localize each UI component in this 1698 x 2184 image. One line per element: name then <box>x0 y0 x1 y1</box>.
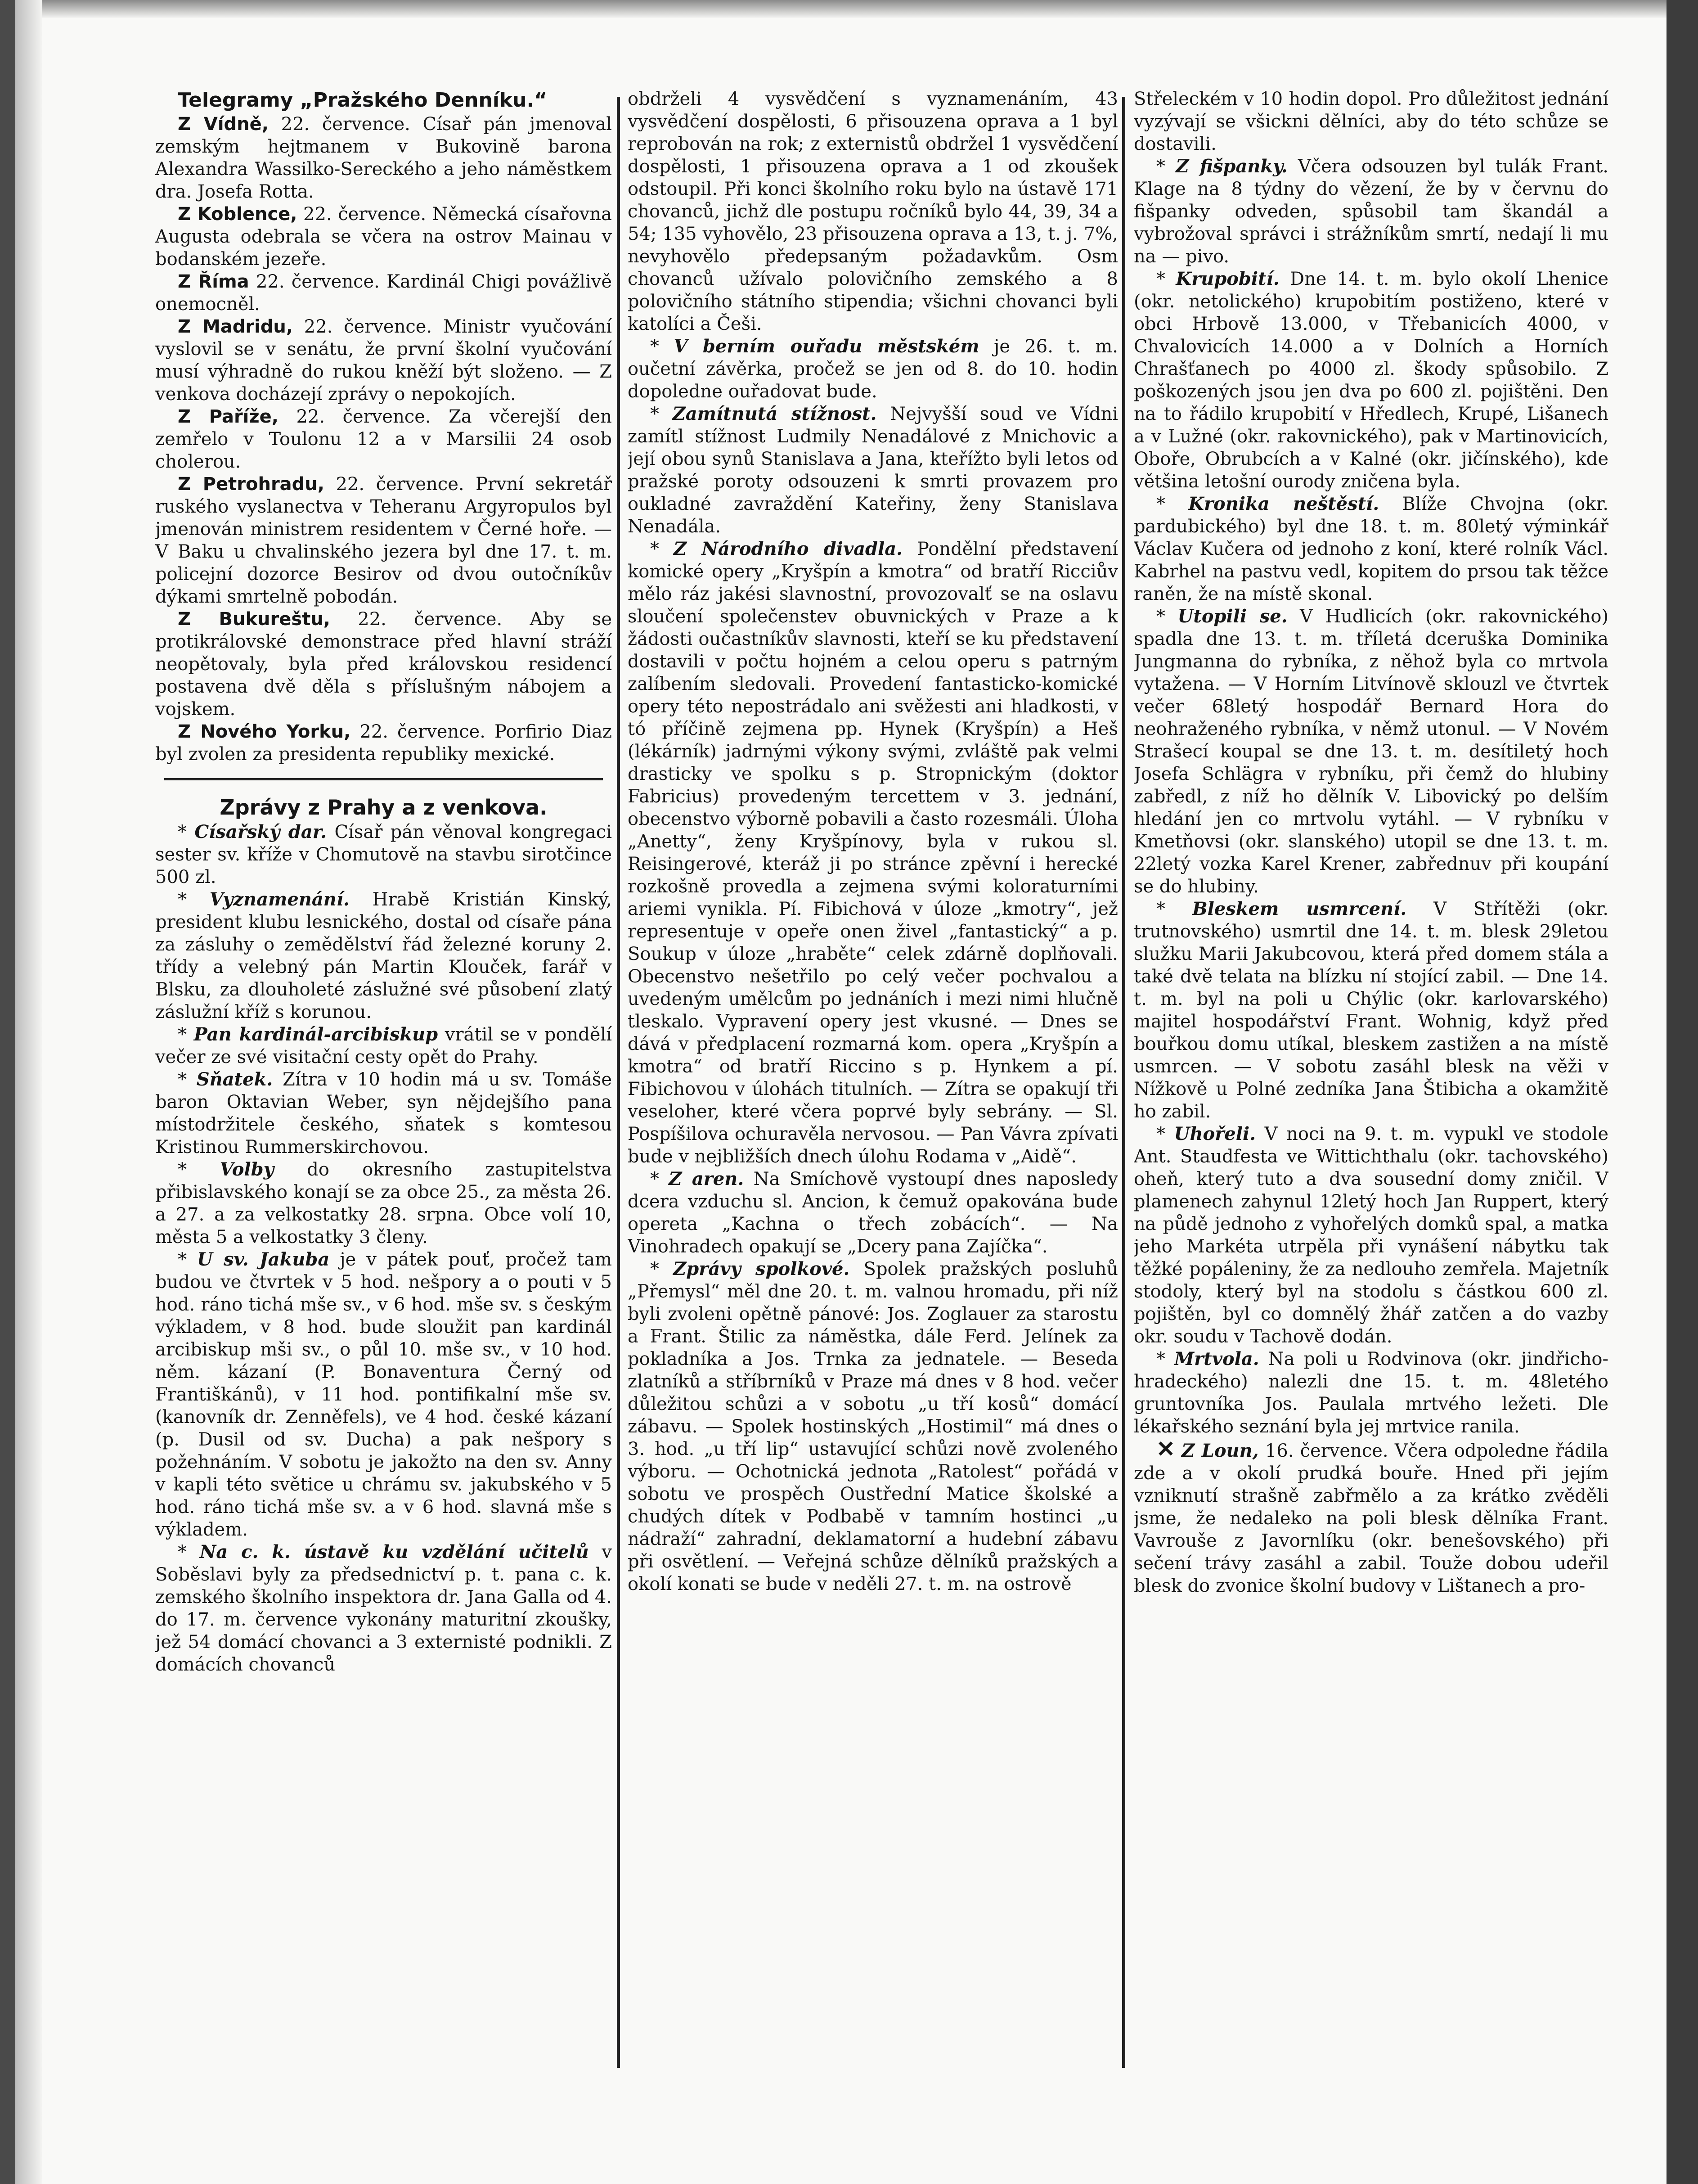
news-text: Pondělní představení komické opery „Kryšpín a kmotra“ od bratří Ricciův mělo ráz jakési slavnostní, provozovalť se na oslavu sloučení společenstev obuvnických v Praze a k žádosti oučastníkův slavnosti, kteří se ku představení dostavili v počtu hojném a celou operu s patrným zalíbením sledovali. Provedení fantasticko-komické opery této nepostrádalo ani svěžesti ani hladkosti, v tó příčině zejmena pp. Hynek (Kryšpín) a Heš (lékárník) jadrnými výkony svými, zvláště pak velmi drasticky ve spolku s p. Stropnickým (doktor Fabricius) provedeným tercettem v 3. jednání, obecenstvo výborně pobavili a často rozesmáli. Úloha „Anetty“, ženy Kryšpínovy, byla v rukou sl. Reisingerové, kteráž ji po stránce zpěvní i herecké rozkošně provedla a zejmena svými koloraturními ariemi vynikla. Pí. Fibichová v úloze „kmotry“, jež representuje v opeře onen živel „fantastický“ a p. Soukup v úloze „hraběte“ celek zdárně doplňovali. Obecenstvo nešetřilo po celý večer pochvalou a uvedeným umělcům po jednáních i mezi nimi hlučně tleskalo. Vypravení opery jest vkusné. — Dnes se dává v předplacení rozmarná kom. opera „Kryšpín a kmotra“ od bratří Riccino s p. Hynkem a pí. Fibichovou v úlohách titulních. — Zítra se opakují tři veseloher, které včera poprvé byly sebrány. — Sl. Pospíšilova ochuravěla nervosou. — Pan Vávra zpívati bude v nejbližších dnech úlohu Rodama v „Aidě“. <box>628 539 1118 1167</box>
telegram-place: Z Petrohradu, <box>178 474 324 495</box>
telegram-text: 22. července. Za včerejší den zemřelo v Toulonu 12 a v Marsilii 24 osob cholerou. <box>155 406 612 472</box>
scan-shadow-left <box>15 0 42 2184</box>
news-text: do okresního zastupitelstva přibislavského konají se za obce 25., za města 26. a 27. a za velkostatky 28. srpna. Obce volí 10, města 5 a velkostatky 3 členy. <box>155 1159 612 1247</box>
column-3 <box>1134 88 1608 2077</box>
asterisk-icon: * <box>1156 1124 1174 1144</box>
telegram-place: Z Nového Yorku, <box>178 721 351 742</box>
news-text: je 26. t. m. oučetní závěrka, pročež se jen od 8. do 10. hodin dopoledne ouřadovat bude. <box>628 336 1118 402</box>
telegram-text: 22. července. Císař pán jmenoval zemským hejtmanem v Bukovině barona Alexandra Wassilko-Sereckého a jeho náměstkem dra. Josefa Rotta. <box>155 114 612 202</box>
news-item <box>628 403 1118 538</box>
column-rule-1 <box>617 97 620 2068</box>
news-keyword: Bleskem usmrcení. <box>1192 898 1407 919</box>
news-text: Císař pán věnoval kongregaci sester sv. kříže v Chomutově na stavbu sirotčince 500 zl. <box>155 822 612 887</box>
telegram-place: Z Říma <box>178 271 249 292</box>
asterisk-icon: * <box>178 889 210 910</box>
asterisk-icon: * <box>650 539 674 559</box>
news-text: V Střítěži (okr. trutnovského) usmrtil dne 14. t. m. blesk 29letou služku Marii Jakubcovou, která před domem stála a také dvě telata na blízku ní stojící zabil. — Dne 14. t. m. byl na poli u Chýlic (okr. karlovarského) majitel hospodářství Frant. Wohnig, když před bouřkou domu utíkal, bleskem zastižen a na místě usmrcen. — V sobotu zasáhl blesk na věži v Nížkově u Polné zedníka Jana Štibicha a okamžitě ho zabil. <box>1134 899 1608 1122</box>
news-keyword: Císařský dar. <box>194 821 327 842</box>
news-item <box>155 1158 612 1248</box>
asterisk-icon: * <box>650 404 673 424</box>
news-keyword: Kronika neštěstí. <box>1188 493 1379 514</box>
asterisk-icon: * <box>178 1542 200 1563</box>
telegram-item <box>155 608 612 720</box>
masthead: Telegramy „Pražského Denníku.“ <box>178 89 548 112</box>
news-item <box>1134 155 1608 268</box>
news-item <box>628 1258 1118 1595</box>
telegram-place: Z Paříže, <box>178 406 279 427</box>
news-text: Nejvyšší soud ve Vídni zamítl stížnost Ludmily Nenadálové z Mnichovic a její obou synů Stanislava a Jana, kteřížto byli letos od pražské poroty odsouzeni k smrti provazem pro oukladné zavraždění Kateřiny, ženy Stanislava Nenadála. <box>628 404 1118 537</box>
telegram-text: 22. července. Německá císařovna Augusta odebrala se včera na ostrov Mainau v bodanském jezeře. <box>155 204 612 270</box>
asterisk-icon: * <box>178 822 195 842</box>
news-keyword: Vyznamenání. <box>209 889 350 910</box>
news-item <box>628 538 1118 1168</box>
continued-paragraph: Střeleckém v 10 hodin dopol. Pro důležitost jednání vyzývají se všickni dělníci, aby do této schůze se dostavili. <box>1134 89 1608 154</box>
news-list-3 <box>1134 155 1608 1438</box>
section-separator <box>164 778 603 780</box>
telegram-place: Z Vídně, <box>178 114 269 135</box>
news-text: Spolek pražských posluhů „Přemysl“ měl dne 20. t. m. valnou hromadu, při níž byli zvoleni opětně pánové: Jos. Zoglauer za starostu a Frant. Štilic za náměstka, dále Ferd. Jelínek za pokladníka a Jos. Trnka za jednatele. — Beseda zlatníků a stříbrníků v Praze má dnes v 8 hod. večer důležitou schůzi a v sobotu „u tří kosů“ domácí zábavu. — Spolek hostinských „Hostimil“ má dnes o 3. hod. „u tří lip“ ustavující schůzi nově zvoleného výboru. — Ochotnická jednota „Ratolest“ pořádá v sobotu ve prospěch Oustřední Matice školské a chudých dítek v Podbabě v tamním hostinci „u nádraží“ zahradní, deklamatorní a hudební zábavu při osvětlení. — Veřejná schůze dělníků pražských a okolí konati se bude v neděli 27. t. m. na ostrově <box>628 1259 1118 1594</box>
news-item <box>155 1541 612 1676</box>
news-text: v Soběslavi byly za předsednictví p. t. pana c. k. zemského školního inspektora dr. Jana Galla od 4. do 17. m. července vykonány maturitní zkoušky, jež 54 domácí chovanci a 3 externisté podnikli. Z domácích chovanců <box>155 1542 612 1675</box>
telegram-item <box>155 113 612 203</box>
news-text: V noci na 9. t. m. vypukl ve stodole Ant. Staudfesta ve Wittichthalu (okr. tachovského) oheň, který tuto a dva sousední domy zničil. V plamenech zahynul 12letý hoch Jan Ruppert, který na půdě jednoho z vyhořelých domků spal, a matka jeho Markéta utrpěla při vynášení nábytku tak těžké popáleniny, že za nedlouho zemřela. Majetník stodoly, který byl na stodolu s částkou 600 zl. pojištěn, byl co domnělý žhář zatčen a do vazby okr. soudu v Tachově dodán. <box>1134 1124 1608 1347</box>
news-list-1 <box>155 821 612 1676</box>
news-text: Dne 14. t. m. bylo okolí Lhenice (okr. netolického) krupobitím postiženo, které v obci Hrbově 13.000, v Třebanicích 4000, v Chvalovicích 14.000 a v Dolních a Horních Chrašťanech po 4000 zl. škody spůsobilo. Z poškozených jsou jen dva po 600 zl. pojištěni. Den na to řádilo krupobití v Hředlech, Krupé, Lišanech a v Lužné (okr. rakovnického), pak v Martinovicích, Oboře, Obrubcích a v Kalné (okr. jičínského), kde většina letošní ourody zničena byla. <box>1134 269 1608 492</box>
news-item <box>1134 605 1608 898</box>
news-keyword: Z Národního divadla. <box>673 538 903 559</box>
news-keyword: Zamítnutá stížnost. <box>672 403 877 424</box>
news-item <box>1134 493 1608 605</box>
asterisk-icon: * <box>1156 494 1189 514</box>
news-text: Včera odsouzen byl tulák Frant. Klage na 8 týdny do vězení, že by v červnu do fišpanky odveden, spůsobil tam škandál a vybrožoval správci i strážníkům smrtí, nedají li mu na — pivo. <box>1134 156 1608 267</box>
news-item <box>155 1248 612 1541</box>
asterisk-icon: * <box>178 1024 194 1045</box>
telegram-item <box>155 270 612 315</box>
news-keyword: Mrtvola. <box>1174 1348 1259 1369</box>
asterisk-icon: * <box>178 1249 197 1270</box>
asterisk-icon: * <box>178 1069 197 1090</box>
telegram-text: 22. července. Kardinál Chigi povážlivě onemocněl. <box>155 271 612 315</box>
news-keyword: Krupobití. <box>1176 268 1280 289</box>
news-item <box>155 1023 612 1068</box>
news-text: V Hudlicích (okr. rakovnického) spadla dne 13. t. m. tříletá dceruška Dominika Jungmanna do rybníka, z něhož byla co mrtvola vytažena. — V Horním Litvínově sklouzl ve čtvrtek večer 68letý hospodář Bernard Hora do neohraženého rybníka, v němž utonul. — V Novém Strašecí koupal se dne 13. t. m. desítiletý hoch Josefa Schlägra v rybníku, při čemž do hlubiny zabředl, z níž ho dělník V. Libovický po delším hledání jen co mrtvolu vytáhl. — V rybníku v Kmetňovsi (okr. slanského) utopil se dne 13. t. m. 22letý vozka Karel Krener, zabřednuv při koupání se do hlubiny. <box>1134 606 1608 897</box>
asterisk-icon: * <box>1156 899 1192 919</box>
news-item-louny <box>1134 1438 1608 1597</box>
news-item <box>155 1068 612 1158</box>
telegram-item <box>155 720 612 766</box>
news-keyword: Pan kardinál-arcibiskup <box>193 1024 438 1045</box>
telegrams-list <box>155 113 612 766</box>
asterisk-icon: * <box>1156 1349 1174 1369</box>
asterisk-icon: * <box>1156 606 1178 627</box>
telegram-place: Z Koblence, <box>178 204 297 225</box>
telegram-item <box>155 473 612 608</box>
cross-mark-icon: ✕ <box>1156 1436 1175 1462</box>
news-item <box>1134 1123 1608 1348</box>
news-keyword: Utopili se. <box>1177 606 1288 627</box>
continued-paragraph: obdrželi 4 vysvědčení s vyznamenáním, 43 vysvědčení dospělosti, 6 přisouzena oprava a 1 byl reprobován na rok; z externistů obdržel 1 vysvědčení dospělosti, 1 přisouzena oprava a 1 od zkoušek odstoupil. Při konci školního roku bylo na ústavě 171 chovanců, jichž dle postupu ročníků bylo 44, 39, 34 a 54; 135 vyhovělo, 23 přisouzena oprava a 13, t. j. 7%, nevyhovělo předepsaným požadavkům. Osm chovanců užívalo polovičního zemského a 8 polovičního státního stipendia; všichni chovanci byli katolíci a Češi. <box>628 89 1118 334</box>
news-item <box>1134 1348 1608 1438</box>
news-keyword: V berním ouřadu městském <box>674 336 979 357</box>
news-text: Na Smíchově vystoupí dnes naposledy dcera vzduchu sl. Ancion, k čemuž opakována bude opereta „Kachna o třech zobácích“. — Na Vinohradech opakují se „Dcery pana Zajíčka“. <box>628 1169 1118 1257</box>
news-keyword: Zprávy spolkové. <box>673 1258 850 1279</box>
news-list-2 <box>628 335 1118 1595</box>
news-item <box>1134 268 1608 493</box>
news-text: 16. července. Včera odpoledne řádila zde a v okolí prudká bouře. Hned při jejím vzniknutí strašně zabřmělo a za krátko zvěděli jsme, že nedaleko na poli blesk dělníka Frant. Vavrouše z Javornlíku (okr. benešovského) při sečení trávy zasáhl a zabil. Touže dobou udeřil blesk do zvonice školní budovy v Lištanech a pro- <box>1134 1441 1608 1596</box>
news-text: Blíže Chvojna (okr. pardubického) byl dne 18. t. m. 80letý výminkář Václav Kučera od jednoho z koní, které rolník Václ. Kabrhel na pastvu vedl, kopitem do prsou tak těžce raněn, že na místě skonal. <box>1134 494 1608 604</box>
news-keyword: Z fišpanky. <box>1176 156 1288 177</box>
column-1 <box>155 88 612 2077</box>
telegram-text: 22. července. Ministr vyučování vyslovil se v senátu, že první školní vyučování musí výhradně do rukou kněží být složeno. — Z venkova docházejí zprávy o nepokojích. <box>155 316 612 405</box>
telegram-text: 22. července. Aby se protikrálovské demonstrace před hlavní stráží neopětovaly, byla před královskou residencí postavena dvě děla s příslušným nábojem a vojskem. <box>155 609 612 720</box>
scan-edge-right <box>1667 0 1698 2184</box>
section-title: Zprávy z Prahy a z venkova. <box>220 795 548 820</box>
news-item <box>155 821 612 888</box>
news-text: vrátil se v pondělí večer ze své visitační cesty opět do Prahy. <box>155 1024 612 1067</box>
news-item <box>628 1168 1118 1258</box>
column-2 <box>628 88 1118 2077</box>
asterisk-icon: * <box>650 1259 674 1279</box>
asterisk-icon: * <box>650 336 674 357</box>
telegram-item <box>155 405 612 473</box>
scan-edge-top <box>0 0 1698 18</box>
news-text: Hrabě Kristián Kinský, president klubu lesnického, dostal od císaře pána za zásluhy o zemědělství řád železné koruny 2. třídy a velebný pán Martin Klouček, farář v Blsku, za dlouholeté záslužné své působení zlatý záslužní kříž s korunou. <box>155 889 612 1022</box>
news-item <box>628 335 1118 403</box>
telegram-text: 22. července. První sekretář ruského vyslanectva v Teheranu Argyropulos byl jmenován ministrem residentem v Černé hoře. — V Baku u chvalinského jezera byl dne 17. t. m. policejní dozorce Besirov od dvou outočníkův dýkami smrtelně pobodán. <box>155 474 612 607</box>
telegram-item <box>155 315 612 405</box>
telegram-text: 22. července. Porfirio Diaz byl zvolen za presidenta republiky mexické. <box>155 721 612 765</box>
telegram-place: Z Madridu, <box>178 316 293 337</box>
telegram-item <box>155 203 612 270</box>
asterisk-icon: * <box>1156 269 1176 289</box>
news-item <box>155 888 612 1023</box>
scan-edge-left <box>0 0 15 2184</box>
news-item <box>1134 898 1608 1123</box>
news-text: Na poli u Rodvinova (okr. jindřicho-hradeckého) nalezli dne 15. t. m. 48letého gruntovníka Jos. Paulala mrtvého ležeti. Dle lékařského seznání byla jej mrtvice ranila. <box>1134 1349 1608 1437</box>
news-keyword: U sv. Jakuba <box>197 1249 330 1270</box>
news-text: Zítra v 10 hodin má u sv. Tomáše baron Oktavian Weber, syn nějdejšího pana místodržitele českého, sňatek s komtesou Kristinou Rummerskirchovou. <box>155 1069 612 1157</box>
news-keyword: Z Loun, <box>1181 1440 1259 1461</box>
asterisk-icon: * <box>1156 156 1176 177</box>
asterisk-icon: * <box>178 1159 220 1180</box>
news-keyword: Sňatek. <box>196 1069 273 1090</box>
news-keyword: Na c. k. ústavě ku vzdělání učitelů <box>199 1541 589 1563</box>
asterisk-icon: * <box>650 1169 669 1189</box>
news-keyword: Volby <box>220 1159 274 1180</box>
news-keyword: Uhořeli. <box>1174 1123 1256 1144</box>
column-rule-2 <box>1122 97 1125 2068</box>
news-text: je v pátek pouť, pročež tam budou ve čtvrtek v 5 hod. nešpory a o pouti v 5 hod. ráno tichá mše sv., v 6 hod. mše sv. s českým výkladem, v 8 hod. bude sloužit pan kardinál arcibiskup mši sv., o půl 10. mše sv., v 10 hod. něm. kázaní (P. Bonaventura Černý od Františkánů), v 11 hod. pontifikalní mše sv. (kanovník dr. Zenněfels), ve 4 hod. české kázaní (p. Dusil od sv. Ducha) a pak nešpory s požehnáním. V sobotu je jakožto na den sv. Anny v kapli této světice u chrámu sv. jakubského v 5 hod. ráno tichá mše sv. a v 6 hod. slavná mše s výkladem. <box>155 1249 612 1540</box>
news-keyword: Z aren. <box>669 1168 744 1189</box>
telegram-place: Z Bukureštu, <box>178 609 330 630</box>
